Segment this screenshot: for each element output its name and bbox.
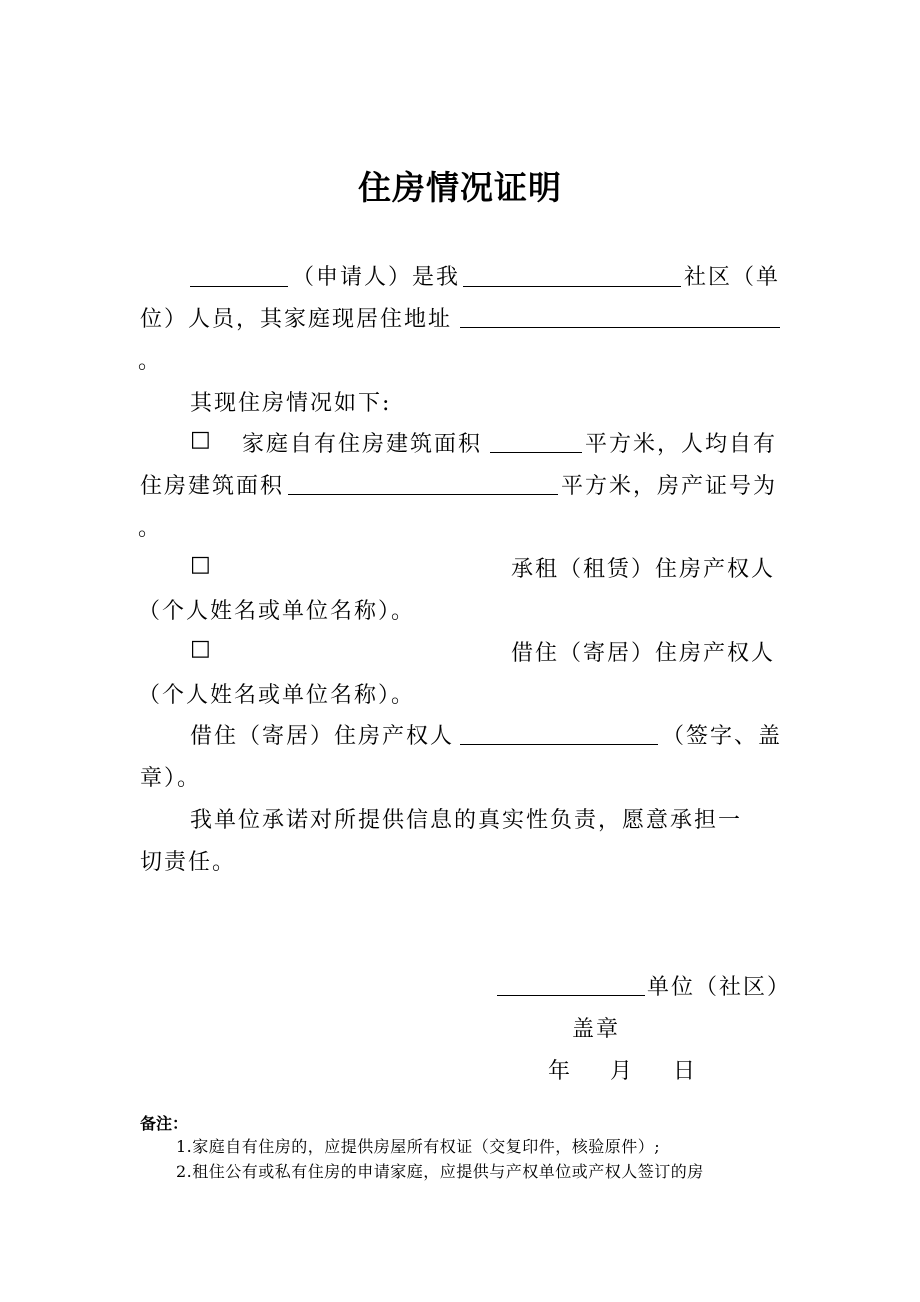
note-item: 2.租住公有或私有住房的申请家庭，应提供与产权单位或产权人签订的房 — [176, 1162, 704, 1181]
date-year: 年 — [548, 1059, 573, 1084]
applicant-name-blank — [190, 286, 288, 287]
lodge-owner-note: （个人姓名或单位名称）。 — [138, 683, 416, 708]
notes-heading: 备注： — [140, 1114, 189, 1133]
owner-sign-blank — [460, 744, 658, 745]
own-area-blank — [490, 452, 582, 453]
address-label: 位）人员，其家庭现居住地址 — [140, 307, 453, 332]
date-month: 月 — [610, 1059, 635, 1084]
lodge-owner-label: 借住（寄居）住房产权人 — [511, 641, 776, 666]
promise-text-line2: 切责任。 — [140, 850, 237, 875]
unit-name-blank — [497, 995, 645, 996]
date-day: 日 — [673, 1059, 698, 1084]
rent-house-checkbox[interactable]: □ — [190, 552, 211, 577]
rent-owner-label: 承租（租赁）住房产权人 — [511, 557, 776, 582]
community-name-blank — [463, 286, 681, 287]
address-end-mark: 。 — [138, 349, 163, 374]
own-area-label: 家庭自有住房建筑面积 — [242, 432, 483, 457]
per-capita-area-label: 住房建筑面积 — [140, 474, 285, 499]
seal-label: 盖章 — [572, 1017, 621, 1042]
certificate-end-mark: 。 — [138, 516, 163, 541]
address-blank — [460, 327, 780, 328]
own-area-unit: 平方米，人均自有 — [585, 432, 778, 457]
page-title: 住房情况证明 — [358, 168, 562, 207]
rent-owner-note: （个人姓名或单位名称）。 — [138, 599, 416, 624]
housing-intro: 其现住房情况如下: — [190, 391, 392, 416]
owner-sign-end: 章）。 — [140, 766, 202, 791]
note-item: 1.家庭自有住房的，应提供房屋所有权证（交复印件，核验原件）; — [176, 1137, 661, 1156]
unit-label: 单位（社区） — [647, 975, 792, 1000]
promise-text-line1: 我单位承诺对所提供信息的真实性负责，愿意承担一 — [190, 808, 743, 833]
per-capita-area-blank — [288, 494, 558, 495]
own-house-checkbox[interactable]: □ — [190, 427, 211, 452]
applicant-label: （申请人）是我 — [292, 265, 461, 290]
community-label: 社区（单 — [684, 265, 781, 290]
lodge-house-checkbox[interactable]: □ — [190, 636, 211, 661]
certificate-label: 平方米，房产证号为 — [561, 474, 778, 499]
owner-sign-label: 借住（寄居）住房产权人 — [190, 724, 455, 749]
owner-sign-note: （签字、盖 — [662, 724, 783, 749]
